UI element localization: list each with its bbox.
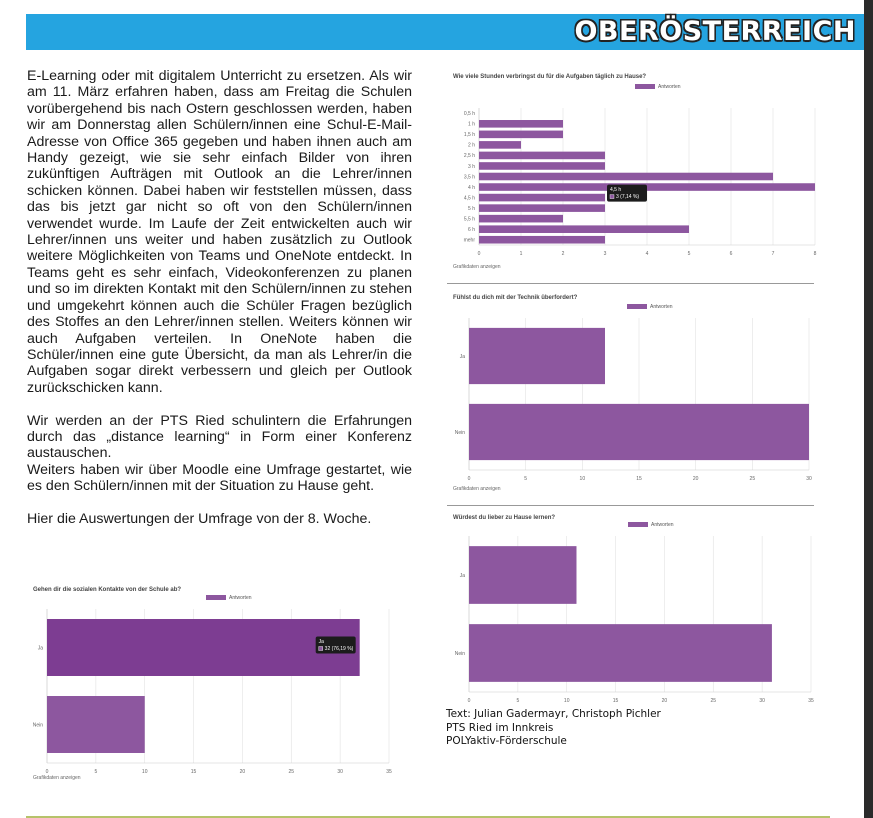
x-tick-label: 0	[467, 476, 471, 482]
x-tick-label: 5	[94, 769, 98, 775]
bar-1-h	[479, 120, 563, 128]
page-edge	[864, 0, 873, 818]
x-tick-label: 35	[808, 698, 814, 704]
chart-social-contacts-svg	[27, 583, 397, 788]
x-tick-label: 30	[337, 769, 343, 775]
y-category-label: 2 h	[468, 142, 475, 149]
article-paragraph-4: Hier die Auswertungen der Umfrage von der 8. Woche.	[27, 510, 372, 527]
legend-swatch	[206, 595, 226, 600]
bar-ja	[47, 619, 360, 676]
x-tick-label: 0	[45, 769, 49, 775]
x-tick-label: 8	[813, 251, 817, 257]
bar-3-h	[479, 162, 605, 170]
y-category-label: 4,5 h	[463, 195, 475, 202]
x-tick-label: 5	[687, 251, 691, 257]
bar-ja	[469, 546, 576, 604]
chart-learn-at-home	[447, 510, 827, 705]
chart-social-contacts	[27, 583, 397, 788]
y-category-label: Ja	[459, 572, 465, 579]
x-tick-label: 0	[477, 251, 481, 257]
chart-learn-at-home-svg	[447, 510, 827, 705]
legend-label: Antworten	[651, 522, 674, 528]
bar-2-5-h	[479, 152, 605, 160]
chart-tooltip	[316, 637, 356, 654]
x-tick-label: 25	[288, 769, 295, 775]
bar-nein	[47, 696, 145, 753]
y-category-label: 5,5 h	[463, 216, 475, 223]
x-tick-label: 6	[729, 251, 733, 257]
bar-6-h	[479, 225, 689, 233]
chart-footer-link: Grafikdaten anzeigen	[453, 264, 501, 270]
chart-title: Wie viele Stunden verbringst du für die Aufgaben täglich zu Hause?	[453, 74, 647, 80]
x-tick-label: 5	[516, 698, 520, 704]
x-tick-label: 0	[467, 698, 471, 704]
tooltip-label: Ja	[318, 639, 324, 645]
x-tick-label: 2	[561, 251, 565, 257]
y-category-label: mehr	[463, 237, 475, 244]
x-tick-label: 15	[190, 769, 197, 775]
article-paragraph-1: E-Learning oder mit digitalem Unterricht zu ersetzen. Als wir am 11. März erfahren haben, dass am Freitag die Schulen vorübergehend bis nach Ostern geschlossen werden, haben wir am Donnerstag allen Schülern/innen eine Schul-E-Mail-Adresse von Office 365 gegeben und haben ihnen auch am Handy gezeigt, wie sie sehr einfach Bilder von ihren zukünftigen Aufträgen mit Outlook an die Lehrer/innen schicken können. Dabei haben wir feststellen müssen, dass das bis jetzt gar nicht so oft von den Schülern/innen verwendet wurde. Im Laufe der Zeit entwickelten auch wir Lehrer/innen uns weiter und haben zusätzlich zu Outlook weitere Möglichkeiten von Teams und OneNote entdeckt. In Teams geht es sehr einfach, Videokonferenzen zu planen und so im direkten Kontakt mit den Schülern/innen zu stehen und umgekehrt können auch die Schüler Fragen bezüglich des Stoffes an den Lehrer/innen stellen. Weiters können wir auch Aufgaben verteilen. In OneNote haben die Schüler/innen eine gute Übersicht, da man als Lehrer/in die Aufgaben sogar direkt verbessern und gleich per Outlook zurückschicken kann.	[27, 68, 412, 396]
tooltip-swatch	[319, 647, 323, 651]
bar-1-5-h	[479, 131, 563, 139]
chart-footer-link: Grafikdaten anzeigen	[453, 486, 501, 492]
y-category-label: Ja	[459, 353, 465, 360]
y-category-label: 1 h	[468, 121, 475, 128]
chart-footer-link: Grafikdaten anzeigen	[33, 775, 81, 781]
chart-separator	[447, 283, 814, 284]
x-tick-label: 25	[749, 476, 756, 482]
paragraph-gap	[27, 495, 412, 511]
tooltip-label: 4,5 h	[610, 187, 622, 194]
x-tick-label: 3	[603, 251, 607, 257]
y-category-label: 5 h	[468, 205, 475, 212]
y-category-label: 3 h	[468, 163, 475, 170]
chart-hours-per-day-svg	[447, 68, 827, 273]
bar-nein	[469, 624, 772, 682]
region-banner	[26, 14, 864, 50]
y-category-label: 1,5 h	[463, 132, 475, 139]
article-body	[27, 68, 412, 527]
tooltip-value: 3 (7,14 %)	[616, 194, 640, 201]
tooltip-value: 32 (76,19 %)	[324, 646, 354, 652]
x-tick-label: 7	[771, 251, 775, 257]
x-tick-label: 15	[612, 698, 619, 704]
legend-swatch	[627, 304, 647, 309]
legend-label: Antworten	[229, 595, 252, 601]
bar-mehr	[479, 236, 605, 244]
bar-5-5-h	[479, 215, 563, 223]
legend-label: Antworten	[658, 84, 681, 90]
y-category-label: 3,5 h	[463, 174, 475, 181]
paragraph-gap	[27, 396, 412, 412]
article-credits	[446, 708, 661, 749]
bar-3-5-h	[479, 173, 773, 181]
x-tick-label: 20	[661, 698, 668, 704]
y-category-label: Ja	[37, 645, 43, 652]
legend-swatch	[628, 522, 648, 527]
chart-title: Gehen dir die sozialen Kontakte von der Schule ab?	[33, 587, 182, 593]
x-tick-label: 10	[141, 769, 148, 775]
chart-title: Würdest du lieber zu Hause lernen?	[453, 515, 556, 521]
region-title: OBERÖSTERREICH	[574, 16, 856, 47]
x-tick-label: 35	[386, 769, 392, 775]
bar-5-h	[479, 204, 605, 212]
credits-school: PTS Ried im Innkreis	[446, 721, 554, 734]
bar-4-5-h	[479, 194, 605, 202]
x-tick-label: 20	[692, 476, 699, 482]
x-tick-label: 10	[563, 698, 570, 704]
chart-tooltip	[607, 185, 647, 202]
tooltip-swatch	[610, 195, 614, 199]
bar-ja	[469, 328, 605, 384]
x-tick-label: 1	[519, 251, 523, 257]
bar-nein	[469, 404, 809, 460]
chart-technology-overwhelmed-svg	[447, 290, 827, 495]
y-category-label: 0,5 h	[463, 111, 475, 118]
credits-program: POLYaktiv-Förderschule	[446, 735, 567, 747]
legend-swatch	[635, 84, 655, 89]
x-tick-label: 30	[759, 698, 765, 704]
y-category-label: Nein	[32, 722, 43, 729]
legend-label: Antworten	[650, 304, 673, 310]
x-tick-label: 5	[524, 476, 528, 482]
y-category-label: Nein	[454, 429, 465, 436]
y-category-label: 2,5 h	[463, 153, 475, 160]
chart-technology-overwhelmed	[447, 290, 827, 495]
chart-hours-per-day	[447, 68, 827, 273]
x-tick-label: 20	[239, 769, 246, 775]
y-category-label: 4 h	[468, 184, 475, 191]
x-tick-label: 30	[806, 476, 812, 482]
bar-2-h	[479, 141, 521, 149]
y-category-label: 6 h	[468, 226, 475, 233]
credits-authors: Text: Julian Gadermayr, Christoph Pichler	[446, 708, 661, 720]
x-tick-label: 25	[710, 698, 717, 704]
article-paragraph-3: Weiters haben wir über Moodle eine Umfrage gestartet, wie es den Schülern/innen mit der Situation zu Hause geht.	[27, 461, 412, 495]
y-category-label: Nein	[454, 650, 465, 657]
x-tick-label: 4	[645, 251, 649, 257]
chart-separator	[447, 505, 814, 506]
x-tick-label: 10	[579, 476, 586, 482]
article-paragraph-2: Wir werden an der PTS Ried schulintern die Erfahrungen durch das „distance learning“ in Form einer Konferenz austauschen.	[27, 412, 412, 462]
chart-title: Fühlst du dich mit der Technik überfordert?	[453, 295, 578, 301]
x-tick-label: 15	[636, 476, 642, 482]
